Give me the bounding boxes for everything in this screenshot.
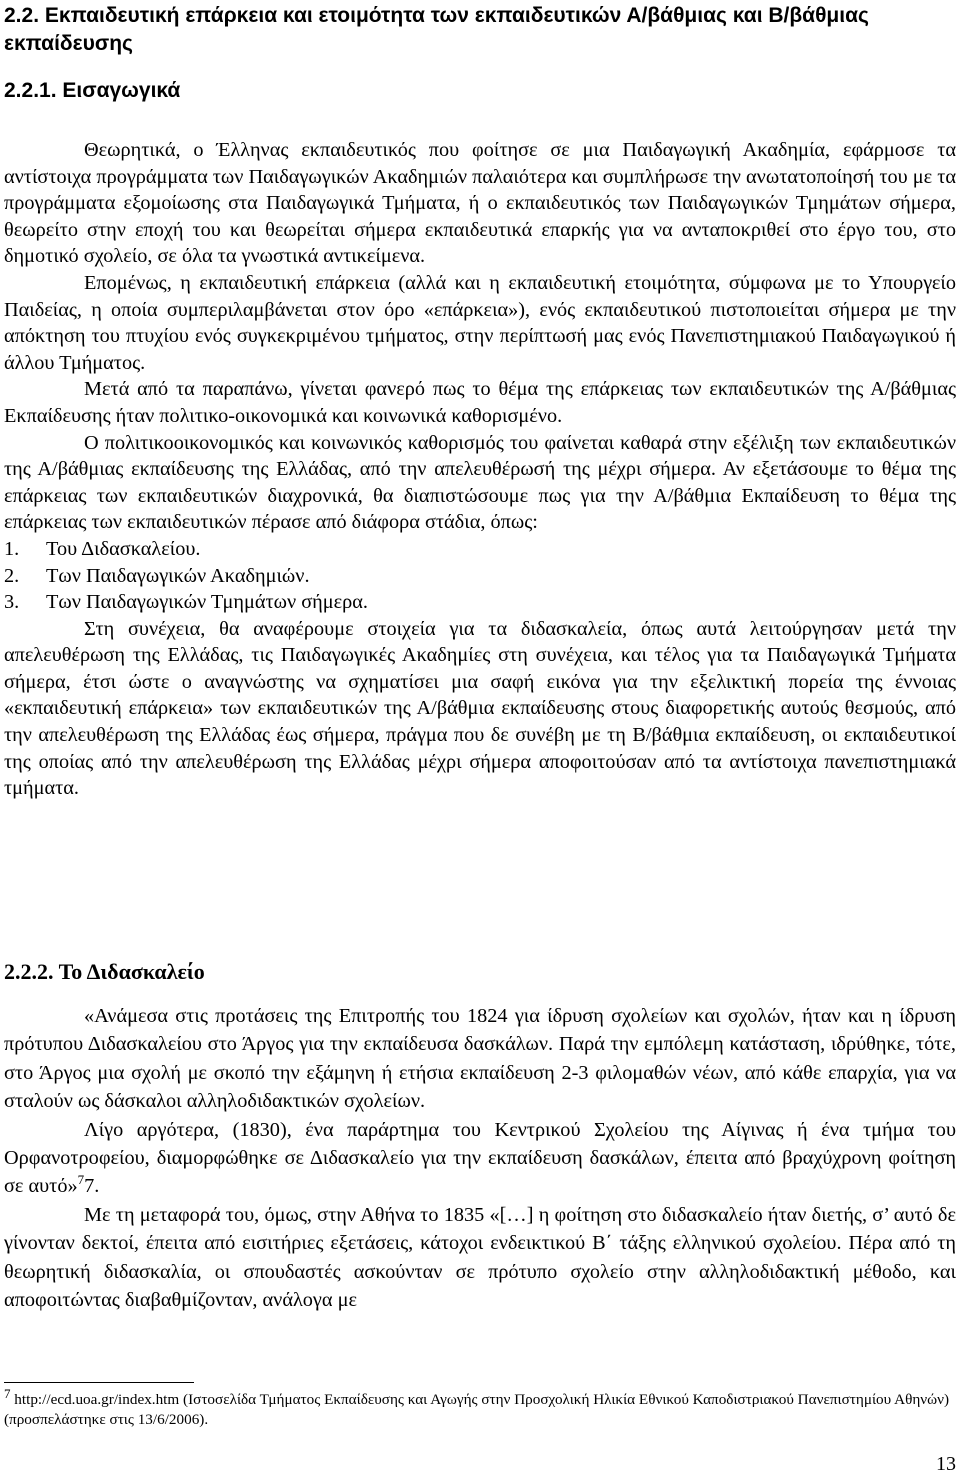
paragraph: Με τη μεταφορά του, όμως, στην Αθήνα το 1835 «[…] η φοίτηση στο διδασκαλείο ήταν διετής, σ’ αυτό δε γίνονταν δεκτοί, έπειτα από εισιτήριες εξετάσεις, κάτοχοι ενδεικτικού Β΄ τάξης ελληνικού σχολείου. Πέρα από τη θεωρητική διδασκαλία, οι σπουδαστές ασκούνταν σε πρότυπο σχολείο στην αλληλοδιδακτική μέθοδο, και αποφοιτώντας διαβαθμίζονταν, ανάλογα με: [4, 1203, 956, 1312]
paragraph-text: Λίγο αργότερα, (1830), ένα παράρτημα του Κεντρικού Σχολείου της Αίγινας ή ένα τμήμα του Ορφανοτροφείου, διαμορφώθηκε σε Διδασκαλείο για την εκπαίδευση δασκάλων, έπειτα από βραχύχρονη φοίτηση σε αυτό»: [4, 1118, 956, 1198]
list-item: [4, 536, 956, 563]
intro-section: [4, 137, 956, 802]
paragraph: Ο πολιτικοοικονομικός και κοινωνικός καθορισμός του φαίνεται καθαρά στην εξέλιξη των εκπαιδευτικών της Α/βάθμιας εκπαίδευσης της Ελλάδας, από την απελευθέρωσή της μέχρι σήμερα. Αν εξετάσουμε το θέμα της επάρκειας των εκπαιδευτικών διαχρονικά, θα διαπιστώσουμε πως για την Α/βάθμια Εκπαίδευση το θέμα της επάρκειας των εκπαιδευτικών πέρασε από διάφορα στάδια, όπως:: [4, 431, 956, 534]
paragraph: Θεωρητικά, ο Έλληνας εκπαιδευτικός που φοίτησε σε μια Παιδαγωγική Ακαδημία, εφάρμοσε τα αντίστοιχα προγράμματα των Παιδαγωγικών Ακαδημιών παλαιότερα και συμπλήρωσε την ανωτατοποίησή του με τα προγράμματα εξομοίωσης στα Παιδαγωγικά Τμήματα, ή ο εκπαιδευτικός των Παιδαγωγικών Τμημάτων σήμερα, θεωρείτο στην εποχή του και θεωρείται σήμερα εκπαιδευτικά επαρκής για να ανταποκριθεί στο έργο του, στο δημοτικό σχολείο, σε όλα τα γνωστικά αντικείμενα.: [4, 139, 956, 268]
list-item: [4, 589, 956, 616]
subsection-heading-didaskaleio: 2.2.2. Το Διδασκαλείο: [4, 959, 205, 984]
list-text: Των Παιδαγωγικών Ακαδημιών.: [46, 564, 310, 587]
list-number: 2.: [4, 564, 20, 587]
list-number: 1.: [4, 537, 20, 560]
footnote-text: http://ecd.uoa.gr/index.htm (Ιστοσελίδα Τμήματος Εκπαίδευσης και Αγωγής στην Προσχολική Ηλικία Εθνικού Καποδιστριακού Πανεπιστημίου Αθηνών) (προσπελάστηκε στις 13/6/2006).: [4, 1391, 950, 1428]
footnote: [4, 1385, 956, 1430]
footnote-divider: [4, 1382, 194, 1383]
list-text: Των Παιδαγωγικών Τμημάτων σήμερα.: [46, 591, 368, 614]
paragraph: Στη συνέχεια, θα αναφέρουμε στοιχεία για τα διδασκαλεία, όπως αυτά λειτούργησαν μετά την απελευθέρωση της Ελλάδας, τις Παιδαγωγικές Ακαδημίες στη συνέχεια, και τέλος για τα Παιδαγωγικά Τμήματα σήμερα, έτσι ώστε ο αναγνώστης να σχηματίσει μια σαφή εικόνα για την εξελικτική πορεία της έννοιας «εκπαιδευτική επάρκεια» των εκπαιδευτικών της Α/βάθμια εκπαίδευσης στους διαφορετικής αυτούς θεσμούς, από την απελευθέρωση της Ελλάδας έως σήμερα, πράγμα που δε συνέβη με τη Β/βάθμια εκπαίδευση, οι εκπαιδευτικοί της οποίας από την απελευθέρωση της Ελλάδας μέχρι σήμερα αποφοιτούσαν από τα αντίστοιχα πανεπιστημιακά τμήματα.: [4, 617, 956, 800]
subsection-heading-intro: 2.2.1. Εισαγωγικά: [4, 79, 181, 102]
paragraph: [4, 1116, 956, 1201]
section-heading: 2.2. Εκπαιδευτική επάρκεια και ετοιμότητα των εκπαιδευτικών Α/βάθμιας και Β/βάθμιας εκπαίδευσης: [4, 4, 869, 55]
didaskaleio-section: [4, 1002, 956, 1314]
list-item: [4, 563, 956, 590]
paragraph-tail: 7.: [84, 1175, 100, 1198]
paragraph: Επομένως, η εκπαιδευτική επάρκεια (αλλά και η εκπαιδευτική ετοιμότητα, σύμφωνα με το Υπουργείο Παιδείας, η οποία συμπεριλαμβάνεται στον όρο «επάρκεια»), ενός εκπαιδευτικού πιστοποιείται σήμερα με την απόκτηση του πτυχίου ενός συγκεκριμένου τμήματος, στην περίπτωσή μας ενός Πανεπιστημιακού Παιδαγωγικού ή άλλου Τμήματος.: [4, 271, 956, 374]
paragraph: «Ανάμεσα στις προτάσεις της Επιτροπής του 1824 για ίδρυση σχολείων και σχολών, ήταν και η ίδρυση πρότυπου Διδασκαλείου στο Άργος για την εκπαίδευσα δασκάλων. Παρά την εμπόλεμη κατάσταση, ιδρύθηκε, τότε, στο Άργος μια σχολή με σκοπό την εξάμηνη ή ετήσια εκπαίδευση 2-3 φιλομαθών νέων, από κάθε επαρχία, για να σταλούν ως δάσκαλοι αλληλοδιδακτικών σχολείων.: [4, 1005, 956, 1113]
footnote-number: 7: [4, 1385, 11, 1401]
list-number: 3.: [4, 591, 20, 614]
footnote-reference[interactable]: 7: [77, 1172, 85, 1188]
page-number: 13: [936, 1453, 956, 1475]
list-text: Του Διδασκαλείου.: [46, 537, 201, 560]
paragraph: Μετά από τα παραπάνω, γίνεται φανερό πως το θέμα της επάρκειας των εκπαιδευτικών της Α/βάθμιας Εκπαίδευσης ήταν πολιτικο-οικονομικά και κοινωνικά καθορισμένο.: [4, 378, 956, 427]
